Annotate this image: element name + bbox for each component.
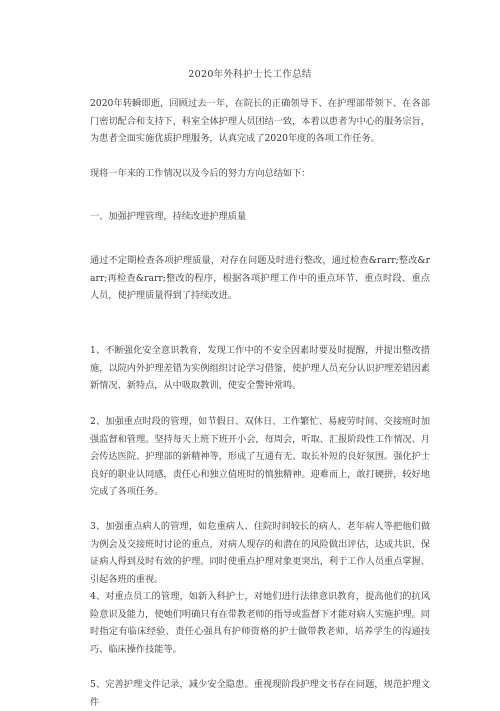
paragraph-intro: 2020年转瞬即逝，回顾过去一年，在院长的正确领导下、在护理部带领下、在各部门密切配合和支持下，科室全体护理人员团结一致，本着以患者为中心的服务宗旨，为患者全面实施优质护理服务，认真完成了2020年度的各项工作任务。 (90, 98, 430, 144)
paragraph-summary-lead: 现将一年来的工作情况以及今后的努力方向总结如下： (90, 168, 311, 179)
paragraph-item-5: 5、完善护理文件记录，减少安全隐患。重视现阶段护理文书存在问题，规范护理文件 (90, 679, 430, 708)
paragraph-item-4: 4、对重点员工的管理，如新入科护士，对她们进行法律意识教育，提高他们的抗风险意识及能力，使她们明确只有在带教老师的指导或监督下才能对病人实施护理。同时指定有临床经验、责任心强具有护师资格的护士做带教老师，培养学生的沟通技巧、临床操作技能等。 (90, 591, 430, 655)
paragraph-item-2: 2、加强重点时段的管理，如节假日、双休日、工作繁忙、易疲劳时间、交接班时加强监督和管理。坚持每天上班下班开小会，每周会，听取、汇报阶段性工作情况、月会传达医院、护理部的新精神等，形成了互通有无、取长补短的良好氛围。强化护士良好的职业认同感，责任心和独立值班时的慎独精神。迎难而上，敢打硬拼，较好地完成了各项任务。 (90, 416, 430, 497)
paragraph-item-1: 1、不断强化安全意识教育，发现工作中的不安全因素时要及时提醒，并提出整改措施，以院内外护理差错为实例组织讨论学习借鉴，使护理人员充分认识护理差错因素新情况、新特点，从中吸取教训，使安全警钟常鸣。 (90, 345, 430, 391)
paragraph-item-3: 3、加强重点病人的管理，如危重病人、住院时间较长的病人、老年病人等把他们做为例会及交接班时讨论的重点，对病人现存的和潜在的风险做出评估，达成共识，保证病人得到及时有效的护理。同时使重点护理对象更突出，利于工作人员重点掌握、引起各班的重视。 (90, 521, 430, 585)
paragraph-quality-check: 通过不定期检查各项护理质量，对存在问题及时进行整改，通过检查&rarr;整改&rarr;再检查&rarr;整改的程序，根据各项护理工作中的重点环节、重点时段、重点人员，使护理质量得到了持续改进。 (90, 255, 430, 301)
section-heading-1: 一、加强护理管理，持续改进护理质量 (90, 211, 247, 222)
document-title: 2020年外科护士长工作总结 (188, 69, 312, 80)
